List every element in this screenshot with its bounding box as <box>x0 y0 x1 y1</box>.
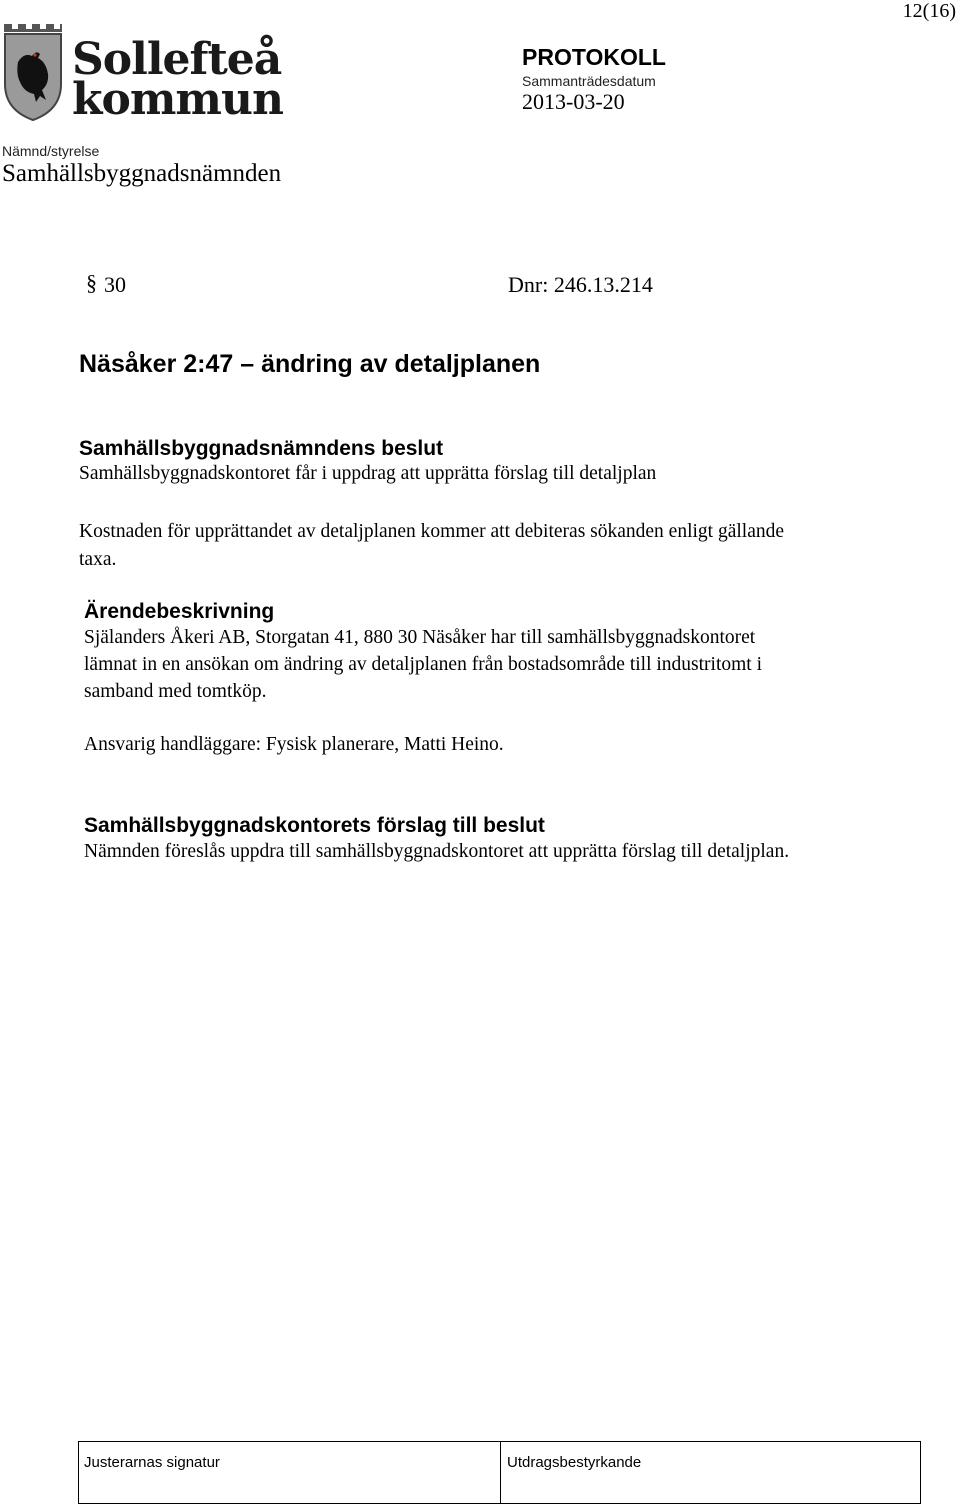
decision-text-line: Samhällsbyggnadskontoret får i uppdrag att upprätta förslag till detaljplan <box>79 463 657 484</box>
diary-number: Dnr: 246.13.214 <box>508 272 653 297</box>
decision-text-line: Kostnaden för upprättandet av detaljplanen kommer att debiteras sökanden enligt gällande <box>79 521 785 542</box>
item-title: Näsåker 2:47 – ändring av detaljplanen <box>79 350 541 378</box>
responsible-officer: Ansvarig handläggare: Fysisk planerare, Matti Heino. <box>84 734 504 755</box>
case-description-line: Själanders Åkeri AB, Storgatan 41, 880 30 Näsåker har till samhällsbyggnadskontoret <box>84 627 756 648</box>
signature-table <box>78 1441 921 1504</box>
paragraph-sign: § <box>86 270 97 295</box>
case-description-line: lämnat in en ansökan om ändring av detaljplanen från bostadsområde till industritomt i <box>84 654 763 675</box>
board-label: Nämnd/styrelse <box>2 143 100 159</box>
excerpt-certification-cell: Utdragsbestyrkande <box>507 1454 642 1471</box>
signature-divider <box>500 1442 501 1503</box>
decision-text-line: taxa. <box>79 549 117 570</box>
municipality-logo <box>2 18 283 125</box>
board-value: Samhällsbyggnadsnämnden <box>2 160 282 187</box>
case-description-heading: Ärendebeskrivning <box>84 600 275 623</box>
proposal-text: Nämnden föreslås uppdra till samhällsbyggnadskontoret att upprätta förslag till detaljplan. <box>84 841 790 862</box>
meeting-date-label: Sammanträdesdatum <box>522 73 656 89</box>
capercaillie-shield-icon <box>2 22 64 122</box>
logo-line-2: kommun <box>72 74 283 125</box>
paragraph-number: 30 <box>104 272 126 297</box>
meeting-date-value: 2013-03-20 <box>522 89 625 114</box>
adjusters-signature-cell: Justerarnas signatur <box>84 1454 220 1471</box>
page-number: 12(16) <box>902 0 956 22</box>
proposal-heading: Samhällsbyggnadskontorets förslag till beslut <box>84 814 545 837</box>
logo-line-1: Sollefteå <box>72 34 282 85</box>
decision-heading: Samhällsbyggnadsnämndens beslut <box>79 437 444 460</box>
case-description-line: samband med tomtköp. <box>84 681 267 702</box>
document-type: PROTOKOLL <box>522 44 666 70</box>
